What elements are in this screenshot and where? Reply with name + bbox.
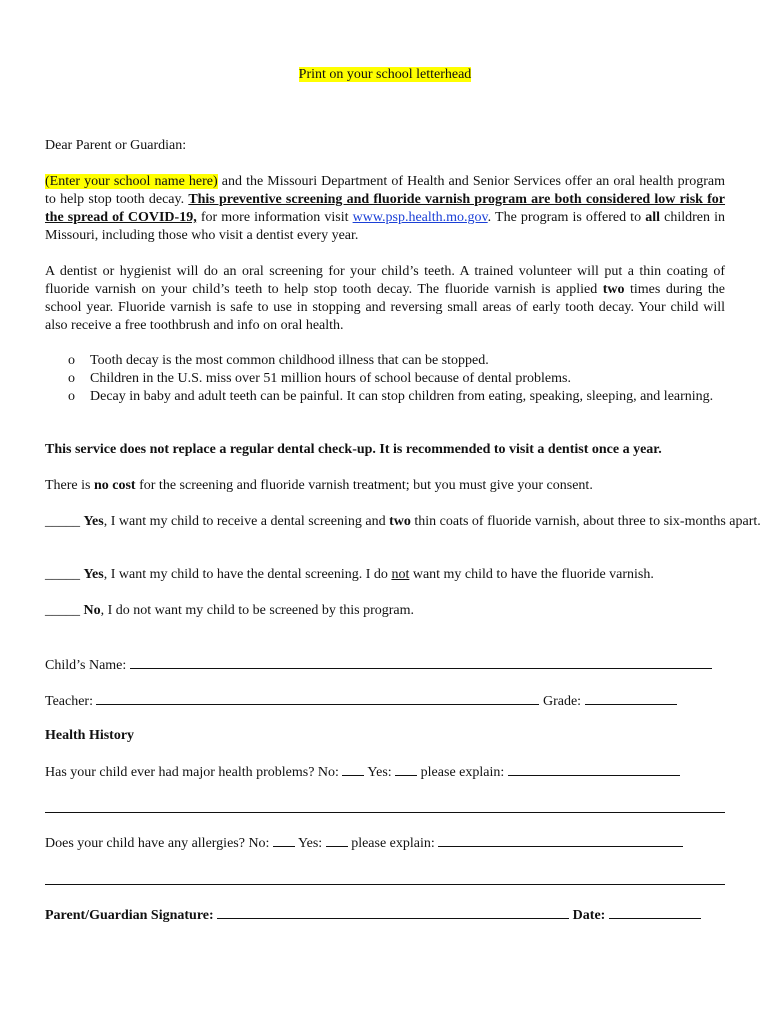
no-cost-bold: no cost [93, 478, 136, 493]
intro-text-4: children in Missouri, including those who visit a dentist every year. [45, 210, 725, 243]
bullet-marker: o [68, 353, 75, 368]
consent-option-screening-only [45, 566, 770, 584]
bullet-marker: o [68, 389, 75, 404]
date-label: Date: [572, 908, 606, 923]
cost-text-1: There is [45, 478, 94, 493]
school-name-placeholder: (Enter your school name here) [45, 174, 218, 189]
cost-text-2: for the screening and fluoride varnish treatment; but you must give your consent. [135, 478, 593, 493]
dental-checkup-notice: This service does not replace a regular dental check-up. It is recommended to visit a dentist once a year. [45, 442, 662, 457]
list-item-text: Children in the U.S. miss over 51 million hours of school because of dental problems. [90, 371, 571, 386]
list-item [68, 370, 725, 388]
consent-text: , I want my child to receive a dental screening and [103, 514, 390, 529]
teacher-field[interactable] [96, 691, 539, 705]
consent-yes-label: Yes [83, 567, 104, 582]
consent-text: thin coats of fluoride varnish, about three to six-months apart. [410, 514, 761, 529]
consent-blank-1[interactable]: _____ [45, 514, 80, 529]
health-problems-yes-field[interactable] [395, 762, 417, 776]
intro-text-1: and the Missouri Department of Health and Senior Services offer an oral health program to help stop tooth decay. [45, 174, 726, 207]
screening-two-bold: two [602, 282, 625, 297]
screening-text-2: times during the school year. Fluoride varnish is safe to use in stopping and reversing small areas of early tooth decay. Your child will also receive a free toothbrush and info on oral health. [45, 282, 725, 333]
health-problems-question [45, 762, 725, 782]
allergies-explain-line[interactable] [45, 884, 725, 885]
signature-row [45, 905, 725, 925]
explain-label: please explain: [420, 765, 505, 780]
intro-all-bold: all [645, 210, 660, 225]
intro-text-2: for more information visit [196, 210, 353, 225]
letterhead-text: Print on your school letterhead [298, 67, 472, 82]
screening-text-1: A dentist or hygienist will do an oral screening for your child’s teeth. A trained volunteer will put a thin coating of fluoride varnish on your child’s teeth to help stop tooth decay. The fluoride varnish is applied [45, 264, 725, 297]
health-problems-explain-field[interactable] [508, 762, 680, 776]
intro-paragraph [45, 173, 725, 245]
child-name-field[interactable] [130, 655, 712, 669]
teacher-grade-row [45, 691, 725, 711]
greeting: Dear Parent or Guardian: [45, 138, 187, 153]
signature-label: Parent/Guardian Signature: [45, 908, 214, 923]
signature-field[interactable] [217, 905, 569, 919]
health-problems-no-field[interactable] [342, 762, 364, 776]
consent-text: want my child to have the fluoride varnish. [409, 567, 654, 582]
list-item-text: Decay in baby and adult teeth can be painful. It can stop children from eating, speaking, sleeping, and learning. [90, 389, 714, 404]
consent-option-screening-and-varnish [45, 513, 770, 531]
letterhead-note [0, 66, 770, 84]
allergies-no-field[interactable] [273, 833, 295, 847]
allergies-explain-field[interactable] [438, 833, 683, 847]
list-item [68, 388, 725, 406]
program-website-link[interactable]: www.psp.health.mo.gov [352, 210, 488, 225]
consent-two-bold: two [389, 514, 411, 529]
health-history-heading: Health History [45, 728, 135, 743]
consent-not-underlined: not [391, 567, 410, 582]
child-name-label: Child’s Name: [45, 658, 127, 673]
covid-risk-statement: This preventive screening and fluoride varnish program are both considered low risk for the spread of COVID-19, [45, 192, 726, 225]
grade-field[interactable] [585, 691, 677, 705]
consent-blank-2[interactable]: _____ [45, 567, 80, 582]
allergies-yes-field[interactable] [326, 833, 348, 847]
allergies-question [45, 833, 725, 853]
child-name-row [45, 655, 725, 675]
health-problems-explain-line[interactable] [45, 812, 725, 813]
screening-paragraph [45, 263, 725, 335]
consent-text: , I do not want my child to be screened by this program. [100, 603, 414, 618]
list-item [68, 352, 725, 370]
date-field[interactable] [609, 905, 701, 919]
health-problems-label: Has your child ever had major health problems? No: [45, 765, 339, 780]
consent-no-label: No [83, 603, 101, 618]
cost-statement [45, 477, 725, 495]
intro-text-3: . The program is offered to [487, 210, 646, 225]
yes-label: Yes: [297, 836, 323, 851]
teacher-label: Teacher: [45, 694, 93, 709]
consent-option-decline [45, 602, 770, 620]
yes-label: Yes: [367, 765, 392, 780]
consent-text: , I want my child to have the dental screening. I do [103, 567, 392, 582]
grade-label: Grade: [542, 694, 582, 709]
consent-blank-3[interactable]: _____ [45, 603, 80, 618]
allergies-label: Does your child have any allergies? No: [45, 836, 270, 851]
list-item-text: Tooth decay is the most common childhood illness that can be stopped. [90, 353, 489, 368]
explain-label: please explain: [351, 836, 435, 851]
consent-yes-label: Yes [83, 514, 104, 529]
bullet-marker: o [68, 371, 75, 386]
facts-list [68, 352, 725, 406]
